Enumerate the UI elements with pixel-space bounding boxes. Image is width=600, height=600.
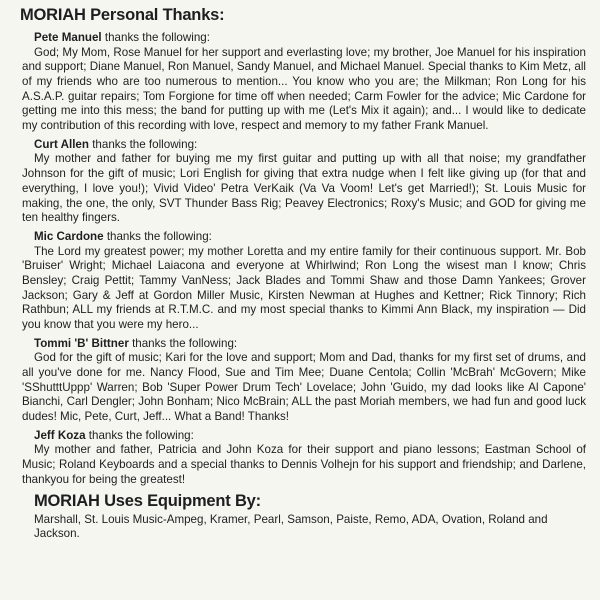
thanks-section-mic-cardone	[22, 230, 586, 333]
thanks-body: God; My Mom, Rose Manuel for her support and everlasting love; my brother, Joe Manuel for his inspiration and support; Diane Manuel, Ron Manuel, Sandy Manuel, and Michael Manuel. Special thanks to Kim Metz, all of my friends who are too numerous to mention... You know who you are; the Milkman; Ron Long for his A.S.A.P. guitar repairs; Tom Forgione for time off when needed; Carm Fowler for the advice; Mic Cardone for getting me into this mess; the band for putting up with me (Let's Mix it again); and... I would like to dedicate my contribution of this recording with love, respect and memory to my father Frank Manuel.	[22, 45, 586, 133]
section-header	[22, 337, 586, 352]
thanks-body: My mother and father for buying me my first guitar and putting up with all that noise; my grandfather Johnson for the gift of music; Lori English for giving that extra nudge when I felt like giving up (for that and everything, I love you!); Vivid Video' Petra VerKaik (Va Va Voom! Let's get Married!); St. Louis Music for making, the one, the only, SVT Thunder Bass Rig; Peavey Electronics; Roxy's Music; and GOD for giving me ten healthy fingers.	[22, 152, 586, 225]
member-name: Pete Manuel	[34, 31, 102, 44]
thanks-section-pete-manuel	[22, 31, 586, 134]
thanks-body: My mother and father, Patricia and John Koza for their support and piano lessons; Eastman School of Music; Roland Keyboards and a special thanks to Dennis Volhejn for his support and friendship; and Darlene, thankyou for being the greatest!	[22, 443, 586, 486]
section-intro: thanks the following:	[88, 428, 194, 442]
member-name: Curt Allen	[34, 137, 89, 151]
section-intro: thanks the following:	[132, 336, 238, 350]
section-intro: thanks the following:	[92, 137, 198, 151]
personal-thanks-heading: MORIAH Personal Thanks:	[20, 6, 225, 24]
equipment-list: Marshall, St. Louis Music-Ampeg, Kramer, Pearl, Samson, Paiste, Remo, ADA, Ovation, Roland and Jackson.	[34, 512, 548, 541]
section-header	[22, 31, 586, 46]
member-name: Tommi 'B' Bittner	[34, 336, 129, 350]
thanks-section-tommi-bittner	[22, 337, 586, 425]
member-name: Jeff Koza	[34, 428, 86, 442]
section-header	[22, 138, 586, 153]
thanks-section-curt-allen	[22, 138, 586, 226]
section-intro: thanks the following:	[106, 229, 212, 243]
thanks-body: God for the gift of music; Kari for the love and support; Mom and Dad, thanks for my first set of drums, and all you've done for me. Nancy Flood, Sue and Tim Mee; Duane Centola; Collin 'McBrah' McGovern; Mike 'SShutttUppp' Warren; Bob 'Super Power Drum Tech' Lovelace; John 'Guido, my dad looks like Al Capone' Bianchi, Carl Dengler; John Bonham; Nico McBrain; ALL the past Moriah members, we had fun and good luck dudes! Mic, Pete, Curt, Jeff... What a Band! Thanks!	[22, 351, 586, 424]
section-header	[22, 230, 586, 245]
equipment-heading: MORIAH Uses Equipment By:	[34, 491, 261, 510]
section-intro: thanks the following:	[104, 31, 210, 44]
thanks-section-jeff-koza	[22, 429, 586, 488]
section-header	[22, 429, 586, 444]
thanks-body: The Lord my greatest power; my mother Loretta and my entire family for their continuous support. Mr. Bob 'Bruiser' Wright; Michael Laiacona and everyone at Whirlwind; Ron Long the wisest man I know; Chris Bensley; Craig Pettit; Tammy VanNess; Jack Blades and Tommi Shaw and those Damn Yankees; Grover Jackson; Gary & Jeff at Gordon Miller Music, Kirsten Newman at Hughes and Kettner; Rick Tinnory; Rich Rathbun; ALL my friends at R.T.M.C. and my most special thanks to Kimmi Ann Black, my inspiration — Did you know that you were my hero...	[22, 244, 586, 332]
member-name: Mic Cardone	[34, 229, 104, 243]
